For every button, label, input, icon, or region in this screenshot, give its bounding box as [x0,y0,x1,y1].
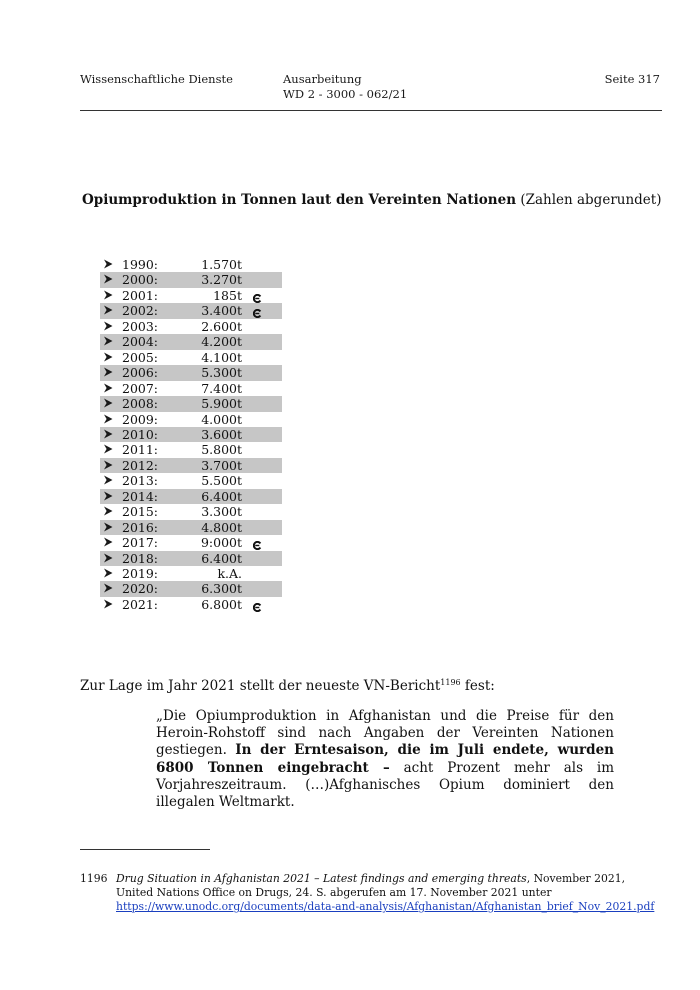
list-item [100,412,282,428]
year-label: 2000: [122,272,159,288]
arrow-bullet-icon [101,473,115,489]
list-item [100,427,282,443]
arrow-bullet-icon [101,489,115,505]
trend-marker-icon [253,600,262,609]
arrow-bullet-icon [101,566,115,582]
arrow-bullet-icon [101,272,115,288]
year-label: 2020: [122,581,159,597]
arrow-bullet-icon [101,365,115,381]
year-label: 2017: [122,535,159,551]
list-item [100,365,282,381]
list-item [100,288,282,304]
production-value: 185t [213,287,242,303]
year-label: 2003: [122,318,159,334]
production-value: 6.400t [201,550,242,566]
production-value: 6.300t [201,581,242,597]
trend-marker-icon [253,291,262,300]
section-title-note: (Zahlen abgerundet) [520,192,662,208]
year-label: 2001: [122,287,159,303]
production-value: 4.100t [201,349,242,365]
quote-text-bold: In der Erntesaison, die im Juli endete, wurden 6800 Tonnen eingebracht – [156,742,614,776]
arrow-bullet-icon [101,581,115,597]
production-value: 5.900t [201,396,242,412]
production-value: 4.000t [201,411,242,427]
section-title-bold: Opiumproduktion in Tonnen laut den Vereinten Nationen [82,192,517,208]
year-label: 2012: [122,457,159,473]
header-doc-number: WD 2 - 3000 - 062/21 [283,87,408,101]
production-value: 3.600t [201,426,242,442]
production-value: 4.200t [201,334,242,350]
production-value: 3.400t [201,303,242,319]
list-item [100,303,282,319]
footnote-number: 1196 [80,872,108,885]
year-label: 2015: [122,504,159,520]
list-item [100,272,282,288]
header-page-number: Seite 317 [604,72,660,86]
list-item [100,597,282,613]
intro-paragraph [80,678,495,694]
production-value: k.A. [217,566,242,581]
arrow-bullet-icon [101,520,115,536]
year-label: 2006: [122,365,159,381]
year-label: 1990: [122,257,159,272]
year-label: 2004: [122,334,159,350]
year-label: 2007: [122,380,159,396]
arrow-bullet-icon [101,551,115,567]
year-label: 2011: [122,442,159,458]
year-label: 2009: [122,411,159,427]
production-value: 6.800t [201,596,242,612]
year-label: 2010: [122,426,159,442]
arrow-bullet-icon [101,334,115,350]
production-value: 9:000t [200,535,242,551]
year-label: 2005: [122,349,159,365]
list-item [100,566,282,582]
footnote-source-details: , November 2021, United Nations Office on Drugs, 24. S. abgerufen am 17. November 2021 unter [116,872,626,899]
arrow-bullet-icon [101,427,115,443]
header-doc-type: Ausarbeitung [283,72,362,86]
production-value: 5.800t [201,442,242,458]
list-item [100,489,282,505]
production-value: 5.500t [201,473,242,489]
section-title [82,192,661,208]
list-item [100,334,282,350]
footnote-text [116,872,660,914]
year-label: 2014: [122,488,159,504]
intro-text: Zur Lage im Jahr 2021 stellt der neueste VN-Bericht [80,678,441,694]
list-item [100,473,282,489]
list-item [100,396,282,412]
arrow-bullet-icon [101,288,115,304]
list-item [100,581,282,597]
list-item [100,442,282,458]
year-label: 2019: [122,566,159,581]
production-value: 4.800t [201,519,242,535]
year-label: 2021: [122,596,159,612]
arrow-bullet-icon [101,535,115,551]
block-quote [156,708,614,811]
production-value: 2.600t [201,318,242,334]
arrow-bullet-icon [101,504,115,520]
list-item [100,520,282,536]
year-label: 2002: [122,303,159,319]
list-item [100,535,282,551]
arrow-bullet-icon [101,303,115,319]
footnote-source-title: Drug Situation in Afghanistan 2021 – Latest findings and emerging threats [116,872,527,885]
arrow-bullet-icon [101,458,115,474]
quote-text-end: acht Prozent mehr als im Vorjahreszeitraum. (…)Afghanisches Opium dominiert den illegalen Weltmarkt. [156,759,614,811]
list-item [100,504,282,520]
production-value: 1.570t [201,257,242,272]
arrow-bullet-icon [101,442,115,458]
arrow-bullet-icon [101,412,115,428]
header-rule [80,110,662,111]
footnote-link[interactable]: https://www.unodc.org/documents/data-and-analysis/Afghanistan/Afghanistan_brief_Nov_2021.pdf [116,900,655,913]
arrow-bullet-icon [101,257,115,273]
year-label: 2018: [122,550,159,566]
arrow-bullet-icon [101,396,115,412]
list-item [100,319,282,335]
trend-marker-icon [253,538,262,547]
header-org: Wissenschaftliche Dienste [80,72,233,86]
footnote-rule [80,849,210,850]
list-item [100,551,282,567]
year-label: 2008: [122,396,159,412]
arrow-bullet-icon [101,319,115,335]
production-value: 5.300t [201,365,242,381]
list-item [100,458,282,474]
year-label: 2013: [122,473,159,489]
year-label: 2016: [122,519,159,535]
production-value: 6.400t [201,488,242,504]
arrow-bullet-icon [101,381,115,397]
list-item [100,350,282,366]
quote-text-start: „Die Opiumproduktion in Afghanistan und die Preise für den Heroin-Rohstoff sind nach Angaben der Vereinten Nationen gestiegen. [156,708,614,759]
intro-text-end: fest: [460,678,495,694]
list-item [100,381,282,397]
arrow-bullet-icon [101,597,115,613]
list-item [100,257,282,273]
arrow-bullet-icon [101,350,115,366]
production-value: 3.270t [201,272,242,288]
production-value: 3.700t [201,457,242,473]
production-value: 7.400t [201,380,242,396]
production-value: 3.300t [201,504,242,520]
trend-marker-icon [253,306,262,315]
footnote-reference[interactable]: 1196 [440,678,461,687]
